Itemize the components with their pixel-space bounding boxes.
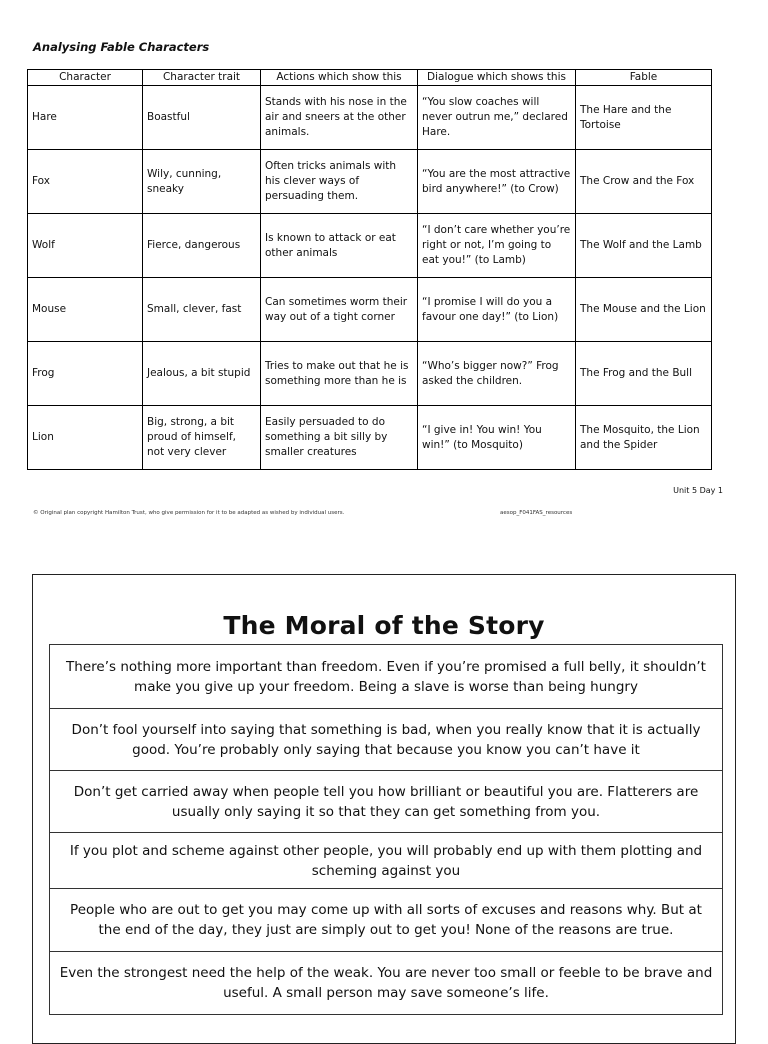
table-row: [28, 278, 712, 342]
cell-dialogue: “I give in! You win! You win!” (to Mosquito): [418, 406, 576, 470]
cell-dialogue: “I promise I will do you a favour one day!” (to Lion): [418, 278, 576, 342]
moral-item: There’s nothing more important than freedom. Even if you’re promised a full belly, it shouldn’t make you give up your freedom. Being a slave is worse than being hungry: [50, 645, 722, 709]
cell-character: Mouse: [28, 278, 143, 342]
moral-title: The Moral of the Story: [223, 611, 545, 640]
header-fable: Fable: [576, 70, 712, 86]
cell-dialogue: “Who’s bigger now?” Frog asked the children.: [418, 342, 576, 406]
cell-dialogue: “You slow coaches will never outrun me,” declared Hare.: [418, 86, 576, 150]
cell-fable: The Hare and the Tortoise: [576, 86, 712, 150]
table-row: [28, 150, 712, 214]
cell-trait: Jealous, a bit stupid: [143, 342, 261, 406]
cell-dialogue: “I don’t care whether you’re right or not, I’m going to eat you!” (to Lamb): [418, 214, 576, 278]
cell-fable: The Mosquito, the Lion and the Spider: [576, 406, 712, 470]
cell-character: Hare: [28, 86, 143, 150]
cell-fable: The Mouse and the Lion: [576, 278, 712, 342]
moral-item: Even the strongest need the help of the weak. You are never too small or feeble to be brave and useful. A small person may save someone’s life.: [50, 952, 722, 1015]
header-actions: Actions which show this: [261, 70, 418, 86]
cell-trait: Big, strong, a bit proud of himself, not very clever: [143, 406, 261, 470]
unit-label: Unit 5 Day 1: [673, 486, 723, 495]
cell-fable: The Crow and the Fox: [576, 150, 712, 214]
cell-fable: The Frog and the Bull: [576, 342, 712, 406]
page-title: Analysing Fable Characters: [33, 40, 210, 54]
cell-character: Lion: [28, 406, 143, 470]
header-character-trait: Character trait: [143, 70, 261, 86]
cell-trait: Wily, cunning, sneaky: [143, 150, 261, 214]
header-dialogue: Dialogue which shows this: [418, 70, 576, 86]
moral-item: People who are out to get you may come up with all sorts of excuses and reasons why. But at the end of the day, they just are simply out to get you! None of the reasons are true.: [50, 889, 722, 952]
table-row: [28, 86, 712, 150]
cell-actions: Can sometimes worm their way out of a tight corner: [261, 278, 418, 342]
file-reference: aesop_F041FAS_resources: [500, 510, 573, 516]
table-row: [28, 406, 712, 470]
cell-dialogue: “You are the most attractive bird anywhere!” (to Crow): [418, 150, 576, 214]
moral-section: [32, 574, 736, 1044]
cell-trait: Boastful: [143, 86, 261, 150]
cell-actions: Stands with his nose in the air and sneers at the other animals.: [261, 86, 418, 150]
header-character: Character: [28, 70, 143, 86]
cell-trait: Small, clever, fast: [143, 278, 261, 342]
moral-item: Don’t get carried away when people tell you how brilliant or beautiful you are. Flatterers are usually only saying it so that they can get something from you.: [50, 771, 722, 833]
table-header-row: [28, 70, 712, 86]
cell-actions: Tries to make out that he is something more than he is: [261, 342, 418, 406]
cell-actions: Easily persuaded to do something a bit silly by smaller creatures: [261, 406, 418, 470]
cell-character: Frog: [28, 342, 143, 406]
cell-fable: The Wolf and the Lamb: [576, 214, 712, 278]
moral-item: If you plot and scheme against other people, you will probably end up with them plotting and scheming against you: [50, 833, 722, 889]
moral-list: [49, 644, 723, 1015]
fable-characters-table: [27, 69, 712, 470]
copyright-notice: © Original plan copyright Hamilton Trust, who give permission for it to be adapted as wished by individual users.: [33, 510, 345, 516]
table-row: [28, 214, 712, 278]
cell-trait: Fierce, dangerous: [143, 214, 261, 278]
cell-character: Fox: [28, 150, 143, 214]
cell-actions: Is known to attack or eat other animals: [261, 214, 418, 278]
table-row: [28, 342, 712, 406]
cell-character: Wolf: [28, 214, 143, 278]
cell-actions: Often tricks animals with his clever ways of persuading them.: [261, 150, 418, 214]
moral-item: Don’t fool yourself into saying that something is bad, when you really know that it is actually good. You’re probably only saying that because you know you can’t have it: [50, 709, 722, 771]
